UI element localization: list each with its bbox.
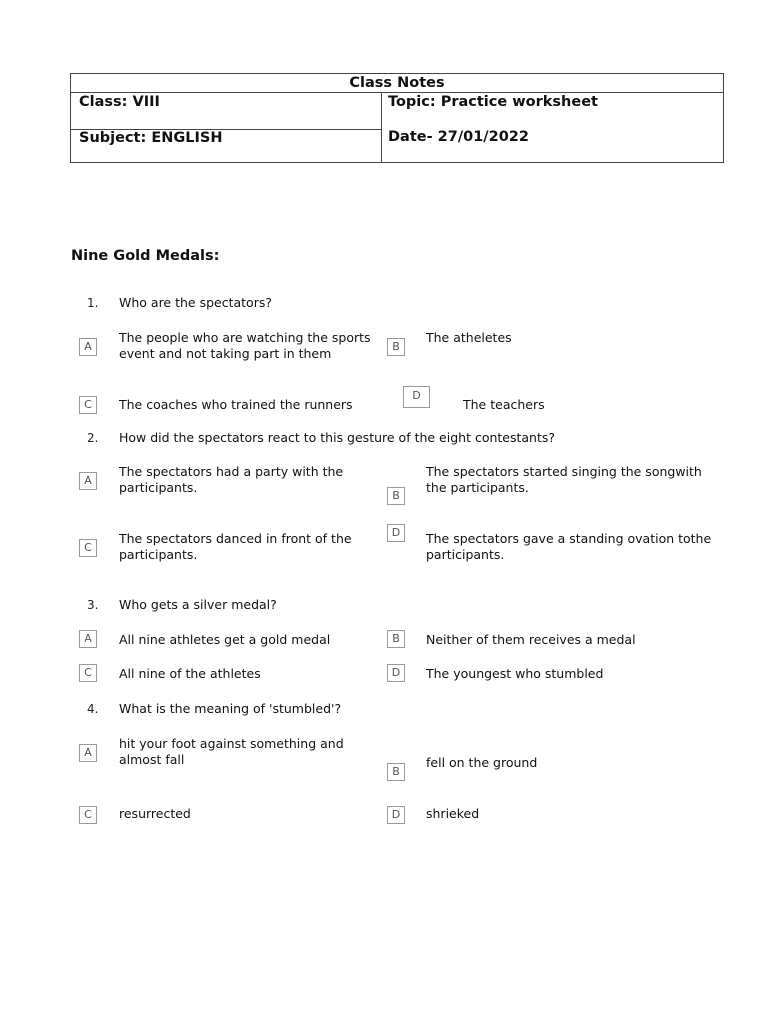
option-d-checkbox[interactable]: D <box>387 664 405 682</box>
option-c-checkbox[interactable]: C <box>79 664 97 682</box>
option-c-checkbox[interactable]: C <box>79 539 97 557</box>
option-a-text <box>119 330 371 362</box>
option-c-text: The coaches who trained the runners <box>119 397 353 412</box>
option-c-text: resurrected <box>119 806 191 821</box>
option-a-checkbox[interactable]: A <box>79 472 97 490</box>
header-table <box>70 73 724 163</box>
option-line: the participants. <box>426 480 529 495</box>
option-c-text <box>119 531 352 563</box>
option-line: participants. <box>119 480 198 495</box>
option-a-checkbox[interactable]: A <box>79 744 97 762</box>
option-line: The spectators had a party with the <box>119 464 344 479</box>
option-d-checkbox[interactable]: D <box>387 524 405 542</box>
option-d-text: The teachers <box>463 397 545 412</box>
header-subject: Subject: ENGLISH <box>79 130 223 146</box>
option-line: event and not taking part in them <box>119 346 332 361</box>
option-a-text <box>119 464 343 496</box>
option-d-checkbox[interactable]: D <box>403 386 430 408</box>
question-text: Who gets a silver medal? <box>119 597 277 612</box>
option-b-text: fell on the ground <box>426 755 538 770</box>
header-class: Class: VIII <box>79 94 160 110</box>
section-title: Nine Gold Medals: <box>71 248 220 264</box>
option-c-text: All nine of the athletes <box>119 666 261 681</box>
question-number: 3. <box>87 598 99 612</box>
header-topic: Topic: Practice worksheet <box>388 94 598 110</box>
option-line: participants. <box>426 547 505 562</box>
option-line: The spectators started singing the songwith <box>426 464 702 479</box>
option-c-checkbox[interactable]: C <box>79 396 97 414</box>
option-b-text <box>426 464 702 496</box>
option-line: The spectators gave a standing ovation tothe <box>426 531 712 546</box>
option-a-checkbox[interactable]: A <box>79 338 97 356</box>
option-line: hit your foot against something and <box>119 736 344 751</box>
option-line: almost fall <box>119 752 185 767</box>
option-a-checkbox[interactable]: A <box>79 630 97 648</box>
option-b-checkbox[interactable]: B <box>387 338 405 356</box>
option-c-checkbox[interactable]: C <box>79 806 97 824</box>
question-number: 1. <box>87 296 99 310</box>
option-b-checkbox[interactable]: B <box>387 630 405 648</box>
option-line: The people who are watching the sports <box>119 330 371 345</box>
option-b-checkbox[interactable]: B <box>387 763 405 781</box>
header-title: Class Notes <box>349 75 445 91</box>
option-b-checkbox[interactable]: B <box>387 487 405 505</box>
option-d-checkbox[interactable]: D <box>387 806 405 824</box>
option-line: The spectators danced in front of the <box>119 531 352 546</box>
header-date: Date- 27/01/2022 <box>388 129 529 145</box>
option-line: participants. <box>119 547 198 562</box>
option-d-text <box>426 531 711 563</box>
question-text: Who are the spectators? <box>119 295 272 310</box>
header-divider <box>71 92 723 93</box>
question-number: 2. <box>87 431 99 445</box>
option-a-text: All nine athletes get a gold medal <box>119 632 331 647</box>
option-b-text: Neither of them receives a medal <box>426 632 636 647</box>
header-divider <box>381 92 382 162</box>
option-a-text <box>119 736 344 768</box>
question-text: How did the spectators react to this gesture of the eight contestants? <box>119 430 556 445</box>
option-b-text: The atheletes <box>426 330 512 345</box>
question-number: 4. <box>87 702 99 716</box>
question-text: What is the meaning of 'stumbled'? <box>119 701 342 716</box>
option-d-text: shrieked <box>426 806 480 821</box>
option-d-text: The youngest who stumbled <box>426 666 604 681</box>
